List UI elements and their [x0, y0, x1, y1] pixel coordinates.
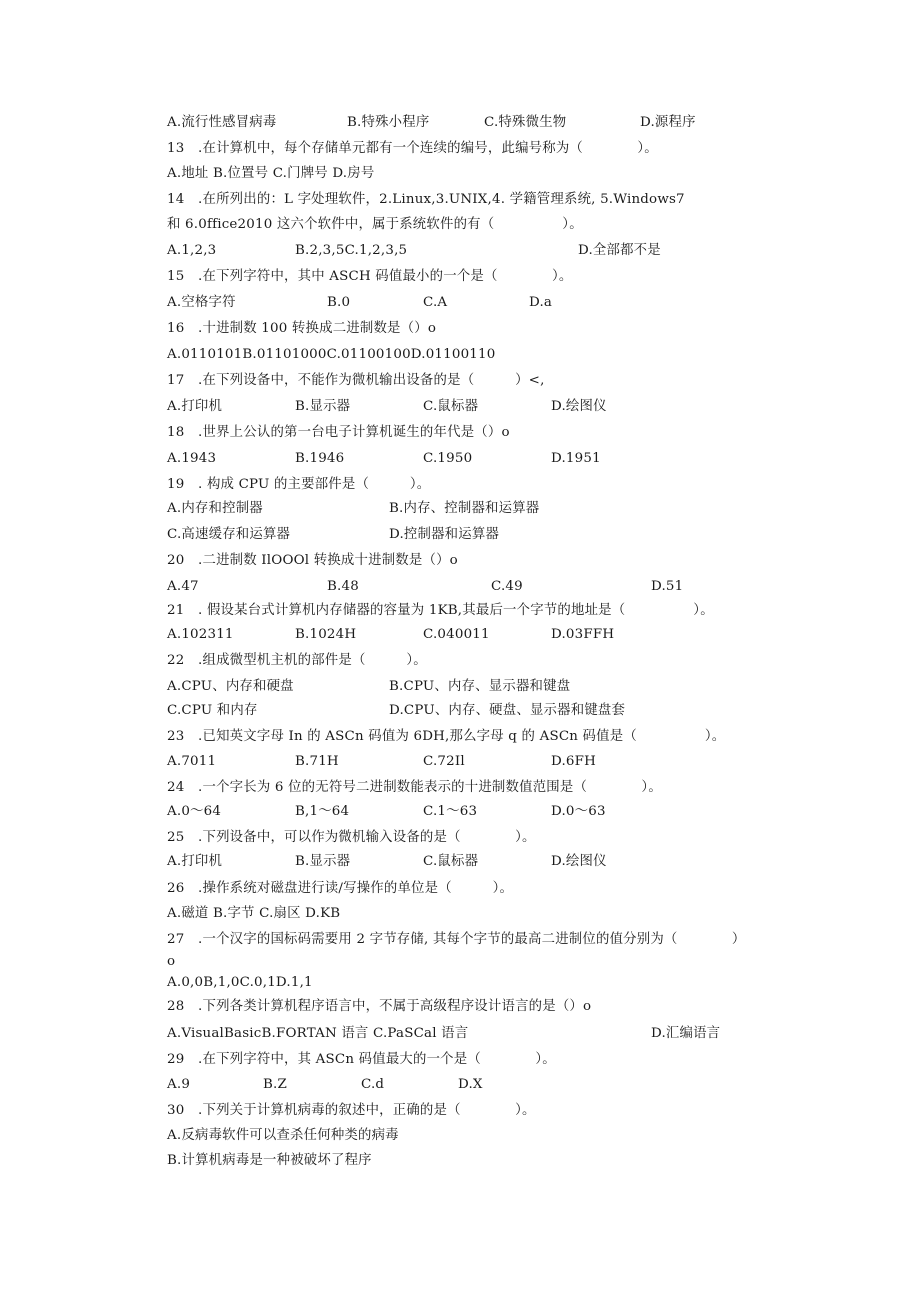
option-text: C.1950 [423, 451, 473, 466]
text-line [0, 550, 920, 572]
line-text: 24 .一个字长为 6 位的无符号二进制数能表示的十进制数值范围是（ ）。 [167, 780, 662, 795]
option-text: B.显示器 [295, 854, 351, 869]
text-line [0, 1049, 920, 1071]
option-text: B.显示器 [295, 399, 351, 414]
option-text: A.空格字符 [167, 295, 236, 310]
option-text: B.1024H [295, 627, 357, 642]
option-text: C.高速缓存和运算器 [167, 527, 291, 542]
option-text: D.CPU、内存、硬盘、显示器和键盘套 [389, 703, 626, 718]
option-text: A.流行性感冒病毒 [167, 115, 277, 130]
option-text: C.特殊微生物 [484, 115, 567, 130]
option-text: B.特殊小程序 [347, 115, 430, 130]
option-text: D.汇编语言 [651, 1026, 721, 1041]
option-text: C.鼠标器 [423, 854, 479, 869]
option-text: A.打印机 [167, 399, 223, 414]
option-text: C.CPU 和内存 [167, 703, 258, 718]
option-text: A.47 [167, 579, 199, 594]
text-line [0, 498, 920, 520]
line-text: 16 .十进制数 100 转换成二进制数是（）o [167, 321, 437, 336]
option-text: A.0～64 [167, 804, 222, 819]
line-text: 27 .一个汉字的国标码需要用 2 字节存储, 其每个字节的最高二进制位的值分别为（ ） [167, 932, 746, 947]
option-text: D.控制器和运算器 [389, 527, 500, 542]
option-text: A.102311 [167, 627, 234, 642]
option-text: A.CPU、内存和硬盘 [167, 679, 294, 694]
text-line [0, 996, 920, 1018]
text-line [0, 903, 920, 925]
option-text: A.9 [167, 1077, 191, 1092]
option-text: B.71H [295, 754, 339, 769]
text-line [0, 751, 920, 773]
text-line [0, 422, 920, 444]
option-text: C.72Il [423, 754, 465, 769]
line-text: 19 . 构成 CPU 的主要部件是（ ）。 [167, 477, 431, 492]
option-text: C.d [361, 1077, 385, 1092]
text-line [0, 318, 920, 340]
text-line [0, 1023, 920, 1045]
line-text: 18 .世界上公认的第一台电子计算机诞生的年代是（）o [167, 425, 510, 440]
text-line [0, 370, 920, 392]
line-text: A.磁道 B.字节 C.扇区 D.KB [167, 906, 341, 921]
option-text: A.内存和控制器 [167, 501, 263, 516]
option-text: A.1,2,3 [167, 243, 217, 258]
text-line [0, 474, 920, 496]
line-text: 20 .二进制数 IlOOOl 转换成十进制数是（）o [167, 553, 458, 568]
line-text: o [167, 954, 176, 969]
text-line [0, 1125, 920, 1147]
option-text: C.49 [491, 579, 523, 594]
text-line [0, 138, 920, 160]
text-line [0, 344, 920, 366]
line-text: 30 .下列关于计算机病毒的叙述中，正确的是（ ）。 [167, 1103, 536, 1118]
line-text: 25 .下列设备中，可以作为微机输入设备的是（ ）。 [167, 830, 536, 845]
line-text: 23 .已知英文字母 In 的 ASCn 码值为 6DH,那么字母 q 的 ASCn 码值是（ ）。 [167, 729, 726, 744]
option-text: B.内存、控制器和运算器 [389, 501, 540, 516]
option-text: D.a [529, 295, 553, 310]
option-text: D.源程序 [640, 115, 696, 130]
line-text: 26 .操作系统对磁盘进行读/写操作的单位是（ ）。 [167, 881, 514, 896]
text-line [0, 726, 920, 748]
option-text: B.CPU、内存、显示器和键盘 [389, 679, 571, 694]
line-text: 15 .在下列字符中，其中 ASCH 码值最小的一个是（ ）。 [167, 269, 573, 284]
line-text: B.计算机病毒是一种被破坏了程序 [167, 1153, 372, 1168]
line-text: A.0110101B.01101000C.01100100D.01100110 [167, 347, 496, 362]
text-line [0, 189, 920, 211]
line-text: 和 6.0ffice2010 这六个软件中，属于系统软件的有（ ）。 [167, 217, 583, 232]
line-text: A.地址 B.位置号 C.门牌号 D.房号 [167, 166, 375, 181]
option-text: D.1951 [551, 451, 601, 466]
text-line [0, 676, 920, 698]
text-line [0, 576, 920, 598]
option-text: A.1943 [167, 451, 217, 466]
option-text: D.绘图仪 [551, 854, 607, 869]
option-text: C.A [423, 295, 448, 310]
text-line [0, 292, 920, 314]
text-line [0, 396, 920, 418]
text-line [0, 240, 920, 262]
line-text: 17 .在下列设备中，不能作为微机输出设备的是（ ）<, [167, 373, 545, 388]
option-text: C.1～63 [423, 804, 478, 819]
text-line [0, 524, 920, 546]
text-line [0, 650, 920, 672]
option-text: B.1946 [295, 451, 345, 466]
text-line [0, 600, 920, 622]
option-text: D.绘图仪 [551, 399, 607, 414]
option-text: D.X [458, 1077, 483, 1092]
option-text: D.全部都不是 [578, 243, 661, 258]
text-line [0, 878, 920, 900]
line-text: 28 .下列各类计算机程序语言中，不属于高级程序设计语言的是（）o [167, 999, 592, 1014]
text-line [0, 827, 920, 849]
text-line [0, 700, 920, 722]
option-text: B.Z [263, 1077, 288, 1092]
line-text: 14 .在所列出的：L 字处理软件，2.Linux,3.UNIX,4. 学籍管理系统, 5.Windows7 [167, 192, 685, 207]
option-text: D.03FFH [551, 627, 615, 642]
option-text: D.51 [651, 579, 684, 594]
text-line [0, 851, 920, 873]
line-text: 22 .组成微型机主机的部件是（ ）。 [167, 653, 427, 668]
option-text: A.7011 [167, 754, 217, 769]
text-line [0, 777, 920, 799]
text-line [0, 1074, 920, 1096]
text-line [0, 266, 920, 288]
line-text: 21 . 假设某台式计算机内存储器的容量为 1KB,其最后一个字节的地址是（ ）。 [167, 603, 714, 618]
line-text: A.0,0B,1,0C.0,1D.1,1 [167, 975, 313, 990]
option-text: A.VisualBasicB.FORTAN 语言 C.PaSCal 语言 [167, 1026, 469, 1041]
option-text: B.2,3,5C.1,2,3,5 [295, 243, 408, 258]
text-line [0, 112, 920, 134]
option-text: A.打印机 [167, 854, 223, 869]
text-line [0, 1150, 920, 1172]
option-text: C.040011 [423, 627, 490, 642]
option-text: B.0 [327, 295, 351, 310]
line-text: 29 .在下列字符中，其 ASCn 码值最大的一个是（ ）。 [167, 1052, 556, 1067]
option-text: B,1～64 [295, 804, 350, 819]
text-line [0, 951, 920, 973]
text-line [0, 801, 920, 823]
option-text: B.48 [327, 579, 359, 594]
text-line [0, 163, 920, 185]
option-text: D.0～63 [551, 804, 606, 819]
line-text: 13 .在计算机中，每个存储单元都有一个连续的编号，此编号称为（ ）。 [167, 141, 658, 156]
text-line [0, 929, 920, 951]
text-line [0, 972, 920, 994]
text-line [0, 448, 920, 470]
option-text: D.6FH [551, 754, 597, 769]
option-text: C.鼠标器 [423, 399, 479, 414]
line-text: A.反病毒软件可以查杀任何种类的病毒 [167, 1128, 399, 1143]
text-line [0, 214, 920, 236]
text-line [0, 1100, 920, 1122]
text-line [0, 624, 920, 646]
